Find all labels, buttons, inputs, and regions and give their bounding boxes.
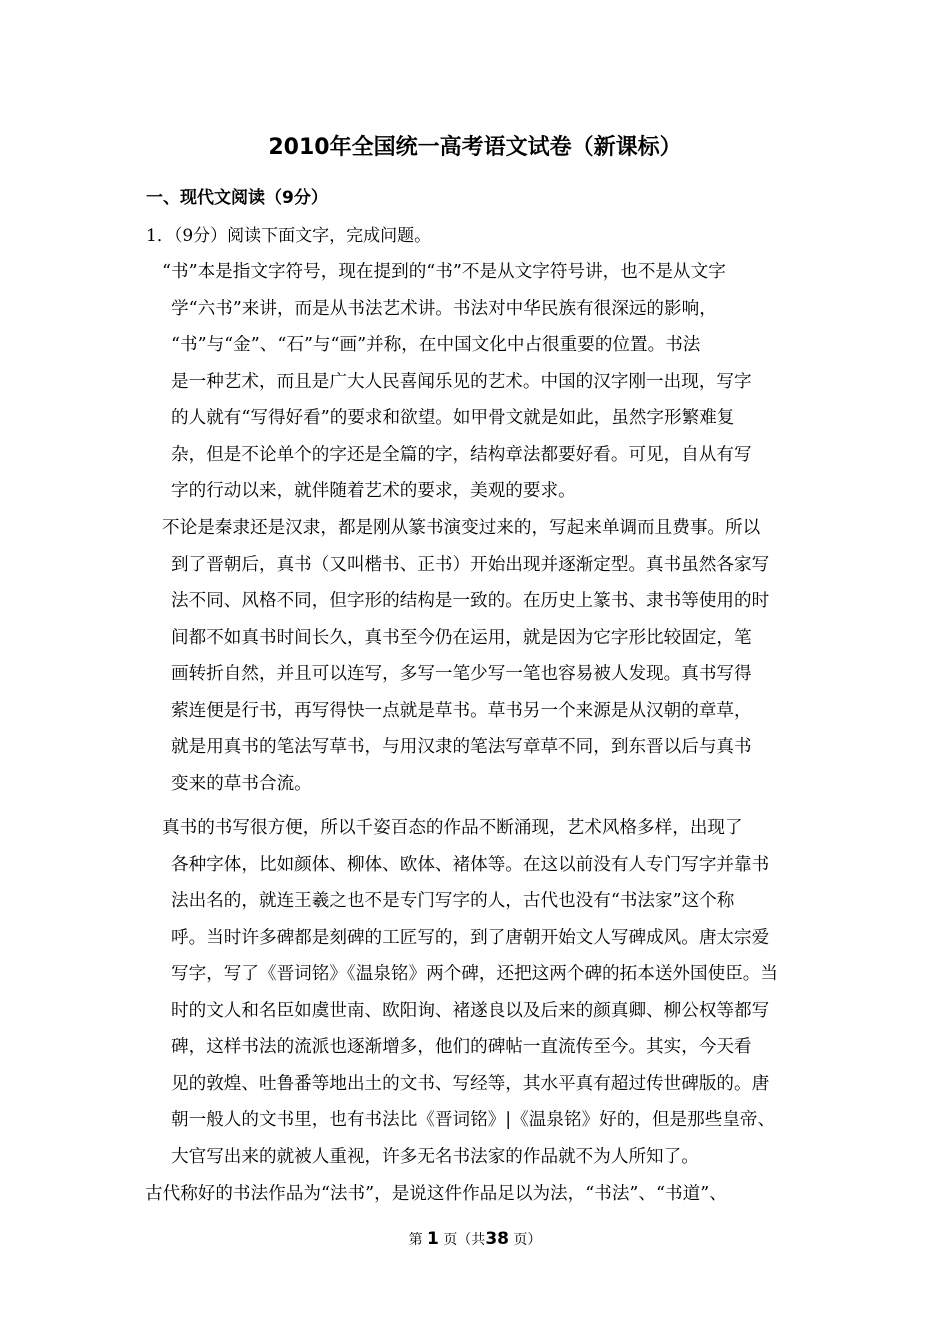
text-line: 杂，但是不论单个的字还是全篇的字，结构章法都要好看。可见，自从有写: [171, 444, 752, 465]
footer-suffix: 页）: [513, 1232, 542, 1248]
section-heading: 一、现代文阅读（9分）: [146, 188, 328, 208]
text-line: 各种字体，比如颜体、柳体、欧体、褚体等。在这以前没有人专门写字并靠书: [171, 854, 770, 875]
text-line: 字的行动以来，就伴随着艺术的要求，美观的要求。: [171, 481, 576, 501]
text-line: 学“六书”来讲，而是从书法艺术讲。书法对中华民族有很深远的影响，: [171, 298, 717, 319]
page-number: 1: [427, 1229, 439, 1249]
passage-paragraph-4: [145, 1176, 825, 1213]
text-line: 是一种艺术，而且是广大人民喜闻乐见的艺术。中国的汉字刚一出现，写字: [171, 371, 752, 392]
text-line: 时的文人和名臣如虞世南、欧阳询、褚遂良以及后来的颜真卿、柳公权等都写: [171, 1000, 770, 1021]
text-line: 法不同、风格不同，但字形的结构是一致的。在历史上篆书、隶书等使用的时: [171, 591, 770, 611]
text-line: 就是用真书的笔法写草书，与用汉隶的笔法写章草不同，到东晋以后与真书: [171, 737, 752, 757]
text-line: 间都不如真书时间长久，真书至今仍在运用，就是因为它字形比较固定，笔: [171, 627, 752, 648]
document-title: 2010年全国统一高考语文试卷（新课标）: [268, 135, 682, 160]
text-line: 到了晋朝后，真书（又叫楷书、正书）开始出现并逐渐定型。真书虽然各家写: [171, 554, 770, 575]
text-line: 呼。当时许多碑都是刻碑的工匠写的，到了唐朝开始文人写碑成风。唐太宗爱: [171, 927, 770, 948]
passage-paragraph-1: [162, 254, 812, 510]
text-line: 碑，这样书法的流派也逐渐增多，他们的碑帖一直流传至今。其实，今天看: [171, 1037, 752, 1057]
text-line: 大官写出来的就被人重视，许多无名书法家的作品就不为人所知了。: [171, 1146, 699, 1167]
text-line: 画转折自然，并且可以连写，多写一笔少写一笔也容易被人发现。真书写得: [171, 664, 752, 684]
footer-prefix: 第: [408, 1232, 423, 1248]
text-line: 写字，写了《晋词铭》《温泉铭》两个碑，还把这两个碑的拓本送外国使臣。当: [171, 964, 778, 984]
text-line: “书”本是指文字符号，现在提到的“书”不是从文字符号讲，也不是从文字: [162, 262, 726, 282]
page-footer: [0, 1228, 950, 1251]
text-line: 变来的草书合流。: [171, 773, 312, 794]
text-line: 古代称好的书法作品为“法书”，是说这件作品足以为法，“书法”、“书道”、: [145, 1184, 727, 1204]
page-total: 38: [485, 1229, 509, 1249]
footer-middle: 页（共: [443, 1232, 486, 1248]
question-prompt: 1．（9分）阅读下面文字，完成问题。: [146, 226, 432, 246]
text-line: 朝一般人的文书里，也有书法比《晋词铭》|《温泉铭》好的，但是那些皇帝、: [171, 1110, 776, 1130]
text-line: 的人就有“写得好看”的要求和欲望。如甲骨文就是如此，虽然字形繁难复: [171, 408, 735, 428]
passage-paragraph-2: [162, 510, 812, 802]
text-line: 见的敦煌、吐鲁番等地出土的文书、写经等，其水平真有超过传世碑版的。唐: [171, 1073, 770, 1094]
text-line: 不论是秦隶还是汉隶，都是刚从篆书演变过来的，写起来单调而且费事。所以: [162, 518, 761, 538]
passage-paragraph-3: [162, 810, 812, 1175]
text-line: 萦连便是行书，再写得快一点就是草书。草书另一个来源是从汉朝的章草，: [171, 700, 752, 721]
text-line: “书”与“金”、“石”与“画”并称，在中国文化中占很重要的位置。书法: [171, 335, 701, 355]
text-line: 法出名的，就连王羲之也不是专门写字的人，古代也没有“书法家”这个称: [171, 891, 735, 911]
text-line: 真书的书写很方便，所以千姿百态的作品不断涌现，艺术风格多样，出现了: [162, 818, 743, 838]
